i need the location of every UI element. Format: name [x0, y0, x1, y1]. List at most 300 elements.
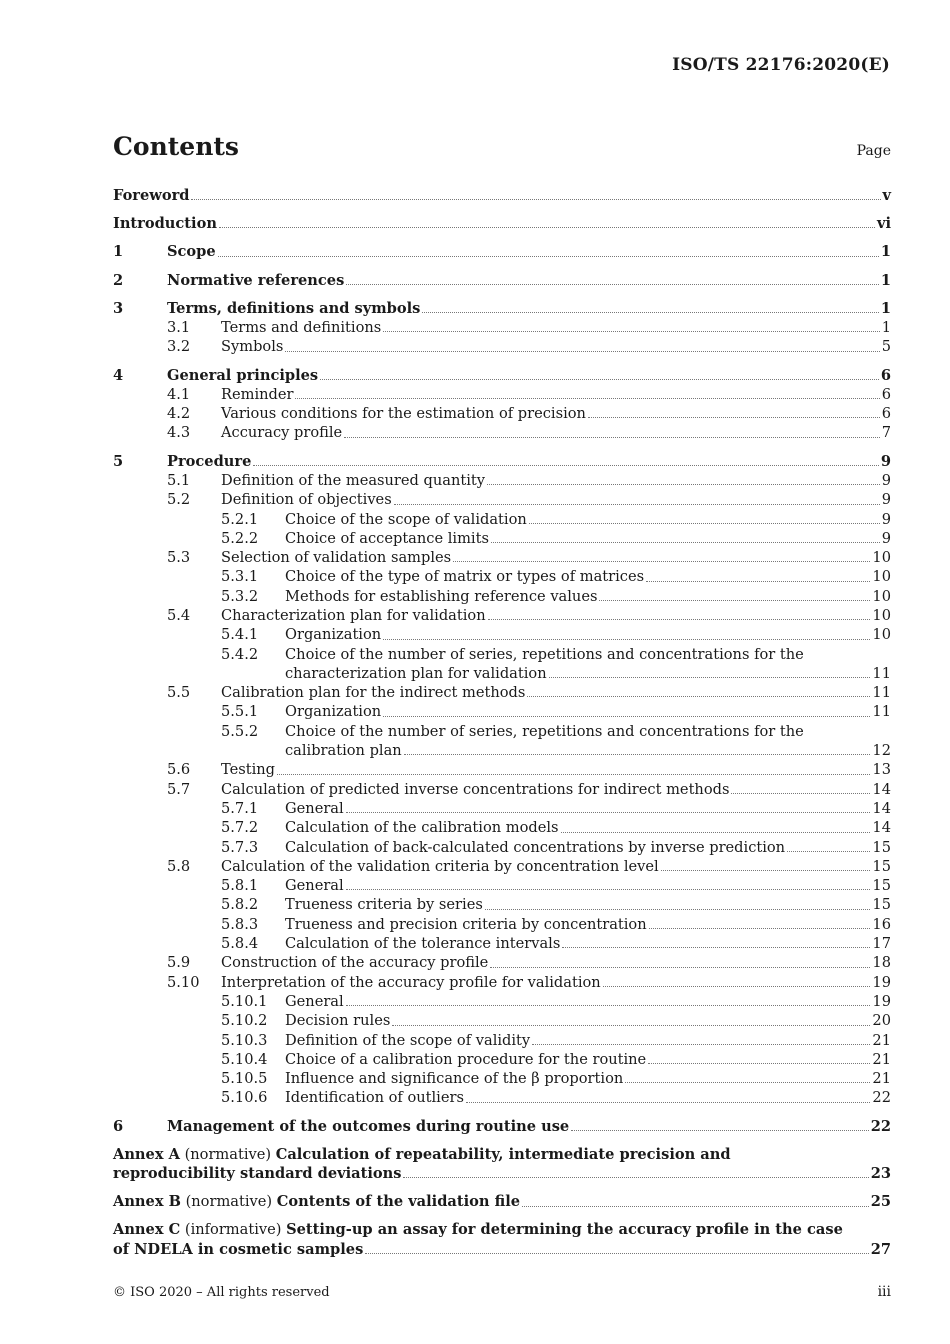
toc-entry-title-wrap	[167, 1117, 891, 1136]
toc-entry-title-line2	[285, 741, 891, 760]
dot-leader	[487, 483, 880, 485]
toc-entry[interactable]	[113, 385, 891, 404]
toc-entry[interactable]	[113, 186, 891, 205]
toc-entry-title-wrap	[221, 548, 891, 567]
dot-leader	[490, 966, 870, 968]
annex-title: Calculation of repeatability, intermediate precision and	[275, 1145, 731, 1163]
toc-entry-number: 5.7	[167, 780, 191, 798]
toc-entry-title-wrap	[285, 722, 891, 761]
dot-leader	[346, 888, 871, 890]
annex-title-continued: of NDELA in cosmetic samples	[113, 1240, 364, 1258]
toc-entry-title: Methods for establishing reference values	[285, 587, 598, 605]
toc-entry-number: 5.7.1	[221, 799, 259, 817]
toc-entry-page: 16	[872, 915, 891, 933]
annex-type: (informative)	[184, 1221, 282, 1239]
toc-entry[interactable]	[113, 760, 891, 779]
toc-entry-number: 4.1	[167, 385, 191, 403]
toc-entry[interactable]	[113, 1031, 891, 1050]
toc-entry-title: Calculation of the calibration models	[285, 819, 559, 837]
toc-entry-title-continued: characterization plan for validation	[285, 664, 547, 682]
dot-leader	[344, 436, 880, 438]
toc-entry-title: Procedure	[167, 452, 252, 470]
toc-entry-page: 11	[872, 703, 891, 721]
toc-entry[interactable]	[113, 915, 891, 934]
toc-entry-title: General	[285, 799, 344, 817]
toc-entry[interactable]	[113, 490, 891, 509]
toc-entry-title-wrap	[285, 838, 891, 857]
dot-leader	[562, 946, 870, 948]
dot-leader	[571, 1129, 868, 1131]
toc-entry-title-wrap	[285, 992, 891, 1011]
annex-title: Setting-up an assay for determining the accuracy profile in the case	[286, 1221, 843, 1239]
toc-entry[interactable]	[113, 799, 891, 818]
toc-entry-page: 9	[881, 471, 891, 489]
dot-leader	[599, 599, 870, 601]
toc-entry-page: 1	[880, 243, 891, 261]
toc-entry-title-wrap	[221, 337, 891, 356]
annex-entry-title-wrap	[113, 1192, 891, 1211]
toc-entry-number: 3.1	[167, 319, 191, 337]
toc-entry-page: 22	[870, 1117, 891, 1135]
dot-leader	[787, 850, 870, 852]
toc-entry-title: Choice of the type of matrix or types of matrices	[285, 568, 645, 586]
annex-title: Contents of the validation file	[276, 1193, 521, 1211]
toc-entry-number: 5.7.3	[221, 838, 259, 856]
toc-entry[interactable]	[113, 548, 891, 567]
toc-entry-number: 5.8.1	[221, 877, 259, 895]
annex-entry[interactable]	[113, 1145, 891, 1184]
annex-entry-heading	[113, 1220, 891, 1239]
toc-entry[interactable]	[113, 722, 891, 761]
dot-leader	[383, 330, 879, 332]
toc-entry-title-wrap	[285, 1050, 891, 1069]
toc-entry[interactable]	[113, 242, 891, 261]
toc-entry[interactable]	[113, 876, 891, 895]
toc-entry[interactable]	[113, 895, 891, 914]
toc-entry-title: Calculation of the validation criteria by concentration level	[221, 857, 659, 875]
annex-label: Annex A	[113, 1145, 180, 1163]
dot-leader	[346, 1004, 871, 1006]
annex-entry[interactable]	[113, 1220, 891, 1259]
contents-title: Contents	[113, 132, 240, 161]
toc-entry-page: 1	[881, 319, 891, 337]
toc-entry-title: Organization	[285, 703, 382, 721]
toc-entry[interactable]	[113, 529, 891, 548]
toc-entry-number: 5	[113, 452, 124, 470]
toc-entry[interactable]	[113, 318, 891, 337]
dot-leader	[731, 792, 870, 794]
toc-entry-number: 5.5.1	[221, 703, 259, 721]
toc-entry-page: 21	[872, 1031, 891, 1049]
toc-entry-title: Choice of a calibration procedure for the routine	[285, 1050, 647, 1068]
toc-entry-page: 15	[872, 838, 891, 856]
toc-entry-title-wrap	[285, 510, 891, 529]
toc-entry[interactable]	[113, 337, 891, 356]
toc-entry-title-wrap	[221, 404, 891, 423]
toc-entry-title-wrap	[285, 702, 891, 721]
toc-entry[interactable]	[113, 1011, 891, 1030]
toc-entry-number: 5.5	[167, 684, 191, 702]
annex-entry-title-wrap	[113, 1145, 891, 1184]
toc-entry-page: 14	[872, 819, 891, 837]
toc-entry-page: 6	[881, 405, 891, 423]
toc-entry-title: Accuracy profile	[221, 424, 343, 442]
toc-entry-number: 4.3	[167, 424, 191, 442]
toc-entry-title-wrap	[167, 242, 891, 261]
toc-entry-title: Scope	[167, 243, 216, 261]
toc-entry-title: Symbols	[221, 338, 284, 356]
toc-entry-title-wrap	[285, 895, 891, 914]
toc-entry-title-wrap	[167, 452, 891, 471]
toc-entry-title-wrap	[221, 606, 891, 625]
dot-leader	[422, 311, 878, 313]
toc-entry-page: 13	[872, 761, 891, 779]
toc-entry[interactable]	[113, 702, 891, 721]
toc-entry-title-wrap	[221, 490, 891, 509]
toc-entry-number: 5.1	[167, 471, 191, 489]
toc-entry-title: Testing	[221, 761, 275, 779]
toc-entry-number: 5.8.4	[221, 935, 259, 953]
toc-entry-title: Definition of objectives	[221, 491, 392, 509]
toc-entry-page: 19	[872, 992, 891, 1010]
toc-entry-title-line2	[285, 664, 891, 683]
toc-entry-number: 3.2	[167, 338, 191, 356]
toc-entry-page: 10	[872, 568, 891, 586]
page-column-label: Page	[856, 143, 891, 159]
toc-entry[interactable]	[113, 1088, 891, 1107]
toc-entry-title: Choice of the number of series, repetitions and concentrations for the	[285, 645, 804, 663]
toc-entry-page: 9	[881, 510, 891, 528]
toc-entry-page: 9	[881, 491, 891, 509]
toc-entry-title: Trueness criteria by series	[285, 896, 483, 914]
toc-entry-title: Definition of the scope of validity	[285, 1031, 531, 1049]
dot-leader	[404, 753, 871, 755]
toc-entry-title-wrap	[285, 876, 891, 895]
toc-entry-number: 5.2.1	[221, 510, 259, 528]
annex-type: (normative)	[184, 1145, 272, 1163]
toc-entry-title: General	[285, 877, 344, 895]
toc-entry[interactable]	[113, 818, 891, 837]
toc-entry-page: 1	[880, 271, 891, 289]
toc-entry-number: 2	[113, 271, 124, 289]
toc-entry-title: Influence and significance of the β proportion	[285, 1070, 624, 1088]
toc-entry-title: Foreword	[113, 187, 190, 204]
toc-entry-page: 7	[881, 424, 891, 442]
toc-entry-number: 5.9	[167, 954, 191, 972]
dot-leader	[532, 1043, 870, 1045]
dot-leader	[527, 695, 870, 697]
toc-entry-number: 5.10.1	[221, 992, 268, 1010]
toc-entry[interactable]	[113, 953, 891, 972]
toc-entry-number: 5.3.1	[221, 568, 259, 586]
toc-entry-title: Choice of the number of series, repetitions and concentrations for the	[285, 722, 804, 740]
toc-entry[interactable]	[113, 471, 891, 490]
toc-entry-title: Choice of the scope of validation	[285, 510, 527, 528]
toc-entry-title-wrap	[285, 587, 891, 606]
toc-entry-number: 5.7.2	[221, 819, 259, 837]
toc-entry-page: 6	[880, 366, 891, 384]
toc-entry[interactable]	[113, 299, 891, 318]
toc-entry-page: 5	[881, 338, 891, 356]
dot-leader	[603, 985, 871, 987]
toc-entry-title-wrap	[285, 529, 891, 548]
annex-entry-line2	[113, 1164, 891, 1183]
dot-leader	[253, 464, 878, 466]
annex-page: 27	[870, 1240, 891, 1258]
toc-entry-number: 5.6	[167, 761, 191, 779]
toc-entry-title-wrap	[285, 1088, 891, 1107]
toc-entry-number: 1	[113, 243, 124, 261]
toc-entry-page: 10	[872, 549, 891, 567]
toc-entry-title: Definition of the measured quantity	[221, 471, 485, 489]
toc-entry-number: 5.8.2	[221, 896, 259, 914]
toc-entry-title: Selection of validation samples	[221, 549, 452, 567]
toc-entry-page: vi	[876, 215, 891, 233]
table-of-contents	[113, 186, 891, 1259]
toc-entry[interactable]	[113, 992, 891, 1011]
toc-entry-number: 5.8.3	[221, 915, 259, 933]
toc-entry-number: 3	[113, 299, 124, 317]
toc-entry-page: 1	[880, 299, 891, 317]
toc-entry-page: 15	[872, 857, 891, 875]
toc-entry-title: Calculation of back-calculated concentrations by inverse prediction	[285, 838, 786, 856]
dot-leader	[403, 1176, 868, 1178]
annex-entry-heading	[113, 1145, 891, 1164]
annex-label: Annex C	[113, 1221, 181, 1239]
dot-leader	[453, 560, 870, 562]
toc-entry-page: 17	[872, 935, 891, 953]
toc-entry-title-wrap	[221, 423, 891, 442]
toc-entry-title-wrap	[285, 625, 891, 644]
toc-entry-page: v	[882, 187, 891, 204]
dot-leader	[466, 1101, 870, 1103]
document-id: ISO/TS 22176:2020(E)	[672, 55, 890, 75]
toc-entry[interactable]	[113, 567, 891, 586]
dot-leader	[561, 831, 871, 833]
dot-leader	[320, 378, 879, 380]
toc-entry-title: General principles	[167, 366, 319, 384]
annex-type: (normative)	[185, 1193, 273, 1211]
toc-entry-number: 5.10.4	[221, 1050, 268, 1068]
dot-leader	[277, 773, 870, 775]
toc-entry-page: 21	[872, 1070, 891, 1088]
toc-entry-title: Various conditions for the estimation of precision	[221, 405, 586, 423]
toc-entry-title: Management of the outcomes during routine use	[167, 1117, 570, 1135]
toc-entry[interactable]	[113, 934, 891, 953]
toc-entry-number: 5.4	[167, 606, 191, 624]
toc-entry-title-wrap	[221, 318, 891, 337]
toc-entry-page: 10	[872, 606, 891, 624]
toc-entry-number: 5.4.1	[221, 626, 259, 644]
toc-entry-number: 4	[113, 366, 124, 384]
toc-entry-title: Construction of the accuracy profile	[221, 954, 489, 972]
toc-entry-title-wrap	[285, 799, 891, 818]
dot-leader	[295, 397, 879, 399]
toc-entry-title-continued: calibration plan	[285, 742, 402, 760]
dot-leader	[392, 1024, 870, 1026]
toc-entry-page: 14	[872, 780, 891, 798]
dot-leader	[646, 580, 870, 582]
toc-entry-page: 18	[872, 954, 891, 972]
annex-entry-title-wrap	[113, 1220, 891, 1259]
annex-entry[interactable]	[113, 1192, 891, 1211]
toc-entry-title: Calculation of the tolerance intervals	[285, 935, 561, 953]
toc-entry[interactable]	[113, 683, 891, 702]
toc-entry-page: 14	[872, 799, 891, 817]
annex-label: Annex B	[113, 1193, 181, 1211]
toc-entry[interactable]	[113, 404, 891, 423]
toc-entry-title-wrap	[113, 214, 891, 233]
toc-entry-number: 5.10.2	[221, 1012, 268, 1030]
toc-entry-page: 19	[872, 973, 891, 991]
toc-entry-number: 5.4.2	[221, 645, 259, 663]
dot-leader	[383, 715, 870, 717]
dot-leader	[588, 416, 880, 418]
toc-entry-title: General	[285, 992, 344, 1010]
toc-entry-title: Decision rules	[285, 1012, 391, 1030]
toc-entry-page: 22	[872, 1089, 891, 1107]
toc-entry-page: 11	[872, 684, 891, 702]
toc-entry[interactable]	[113, 1069, 891, 1088]
toc-entry-title-wrap	[285, 567, 891, 586]
dot-leader	[285, 350, 879, 352]
dot-leader	[394, 503, 880, 505]
contents-heading-row	[113, 132, 891, 161]
toc-entry-title-wrap	[167, 299, 891, 318]
toc-entry-title-wrap	[221, 683, 891, 702]
dot-leader	[488, 618, 871, 620]
toc-entry-title: Trueness and precision criteria by concentration	[285, 915, 647, 933]
annex-page: 23	[870, 1165, 891, 1183]
toc-entry-page: 9	[880, 452, 891, 470]
toc-entry[interactable]	[113, 366, 891, 385]
toc-entry-title-wrap	[285, 818, 891, 837]
dot-leader	[346, 811, 871, 813]
toc-entry-page: 11	[872, 664, 891, 682]
toc-entry[interactable]	[113, 587, 891, 606]
toc-entry-number: 5.10.3	[221, 1031, 268, 1049]
toc-entry-page: 15	[872, 877, 891, 895]
toc-entry-title-wrap	[285, 1011, 891, 1030]
toc-entry[interactable]	[113, 423, 891, 442]
toc-entry-title-wrap	[221, 385, 891, 404]
toc-entry-title: Interpretation of the accuracy profile for validation	[221, 973, 601, 991]
toc-entry[interactable]	[113, 452, 891, 471]
toc-entry-title-wrap	[221, 760, 891, 779]
page-number: iii	[877, 1284, 891, 1300]
toc-entry-number: 5.10.6	[221, 1089, 268, 1107]
toc-entry-number: 6	[113, 1117, 124, 1135]
toc-entry[interactable]	[113, 838, 891, 857]
dot-leader	[346, 283, 879, 285]
toc-entry[interactable]	[113, 271, 891, 290]
toc-entry[interactable]	[113, 1050, 891, 1069]
toc-entry[interactable]	[113, 625, 891, 644]
toc-entry-number: 5.5.2	[221, 722, 259, 740]
toc-entry-page: 10	[872, 587, 891, 605]
toc-entry-title: Calculation of predicted inverse concentrations for indirect methods	[221, 780, 730, 798]
dot-leader	[491, 541, 880, 543]
toc-entry-title: Characterization plan for validation	[221, 606, 486, 624]
toc-entry-title-wrap	[221, 471, 891, 490]
toc-entry-number: 5.2.2	[221, 529, 259, 547]
toc-entry-number: 5.10.5	[221, 1070, 268, 1088]
dot-leader	[219, 226, 875, 228]
toc-entry-title: Reminder	[221, 385, 294, 403]
toc-entry[interactable]	[113, 857, 891, 876]
toc-entry-title: Terms, definitions and symbols	[167, 299, 421, 317]
dot-leader	[218, 255, 879, 257]
toc-entry-number: 5.2	[167, 491, 191, 509]
toc-entry[interactable]	[113, 645, 891, 684]
toc-entry-title-wrap	[167, 271, 891, 290]
toc-entry-title-wrap	[285, 915, 891, 934]
toc-entry-title-wrap	[285, 934, 891, 953]
toc-entry-title: Introduction	[113, 215, 217, 233]
dot-leader	[549, 676, 871, 678]
toc-entry-title-wrap	[221, 973, 891, 992]
toc-entry[interactable]	[113, 780, 891, 799]
toc-entry-page: 10	[872, 626, 891, 644]
dot-leader	[661, 869, 871, 871]
toc-entry-title: Normative references	[167, 271, 345, 289]
toc-entry-title: Identification of outliers	[285, 1089, 464, 1107]
toc-entry-title: Terms and definitions	[221, 319, 382, 337]
toc-entry[interactable]	[113, 510, 891, 529]
dot-leader	[383, 638, 870, 640]
toc-entry-page: 20	[872, 1012, 891, 1030]
toc-entry-number: 5.10	[167, 973, 200, 991]
toc-entry-title: Choice of acceptance limits	[285, 529, 489, 547]
toc-entry[interactable]	[113, 1117, 891, 1136]
toc-entry-page: 6	[881, 385, 891, 403]
toc-entry-title-wrap	[221, 953, 891, 972]
annex-page: 25	[870, 1193, 891, 1211]
annex-entry-line2	[113, 1240, 891, 1259]
toc-entry-page: 9	[881, 529, 891, 547]
toc-entry-title-wrap	[221, 857, 891, 876]
toc-entry-title: Organization	[285, 626, 382, 644]
dot-leader	[522, 1205, 869, 1207]
toc-entry-title-wrap	[221, 780, 891, 799]
dot-leader	[191, 198, 880, 200]
toc-entry[interactable]	[113, 214, 891, 233]
toc-entry-number: 4.2	[167, 405, 191, 423]
toc-entry-title: Calibration plan for the indirect methods	[221, 684, 526, 702]
toc-entry-title-wrap	[285, 1069, 891, 1088]
toc-entry-title-wrap	[285, 1031, 891, 1050]
dot-leader	[625, 1081, 870, 1083]
toc-entry-title-wrap	[167, 366, 891, 385]
dot-leader	[365, 1252, 868, 1254]
toc-entry[interactable]	[113, 606, 891, 625]
toc-entry-page: 12	[872, 742, 891, 760]
toc-entry-page: 15	[872, 896, 891, 914]
annex-entry-heading	[113, 1192, 520, 1211]
annex-title-continued: reproducibility standard deviations	[113, 1165, 402, 1183]
toc-entry[interactable]	[113, 973, 891, 992]
toc-entry-title-wrap	[113, 186, 891, 205]
toc-entry-page: 21	[872, 1050, 891, 1068]
toc-entry-number: 5.3	[167, 549, 191, 567]
toc-entry-number: 5.3.2	[221, 587, 259, 605]
dot-leader	[649, 927, 871, 929]
dot-leader	[529, 522, 880, 524]
toc-entry-title-wrap	[285, 645, 891, 684]
toc-entry-number: 5.8	[167, 857, 191, 875]
dot-leader	[485, 908, 871, 910]
copyright-notice: © ISO 2020 – All rights reserved	[113, 1285, 330, 1300]
